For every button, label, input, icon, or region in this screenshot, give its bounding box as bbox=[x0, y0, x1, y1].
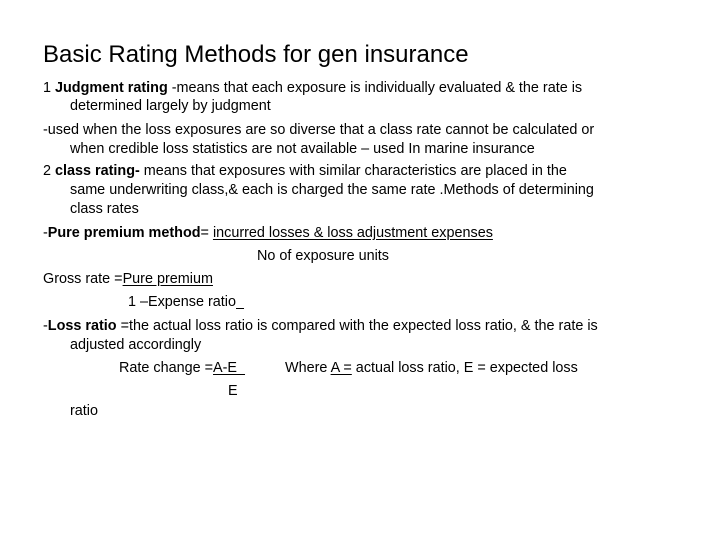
where-rest: actual loss ratio, E = expected loss bbox=[351, 360, 578, 376]
judgment-rating-continuation: determined largely by judgment bbox=[70, 98, 271, 114]
item-number: 1 bbox=[43, 80, 56, 96]
gross-rate-label: Gross rate = bbox=[43, 271, 123, 287]
slide-title: Basic Rating Methods for gen insurance bbox=[43, 41, 469, 68]
loss-ratio-text: =the actual loss ratio is compared with the expected loss ratio, & the rate is bbox=[116, 318, 598, 334]
equals-sign: = bbox=[200, 225, 213, 241]
gross-rate-underline bbox=[236, 294, 244, 310]
class-rating-term: class rating- bbox=[55, 163, 140, 179]
gross-rate-line bbox=[43, 271, 213, 288]
where-prefix: Where bbox=[285, 360, 331, 376]
dash: - bbox=[43, 318, 48, 334]
judgment-rating-text: -means that each exposure is individually evaluated & the rate is bbox=[167, 80, 583, 96]
used-when-continuation: when credible loss statistics are not available – used In marine insurance bbox=[70, 141, 535, 157]
loss-ratio-term: Loss ratio bbox=[47, 318, 117, 334]
used-when-line: -used when the loss exposures are so diverse that a class rate cannot be calculated or bbox=[43, 122, 595, 138]
pure-premium-line bbox=[43, 225, 493, 242]
class-rating-continuation: same underwriting class,& each is charged the same rate .Methods of determining bbox=[70, 182, 594, 198]
pure-premium-numerator: incurred losses & loss adjustment expenses bbox=[212, 225, 493, 241]
gross-rate-denominator bbox=[128, 294, 244, 311]
gross-rate-numerator: Pure premium bbox=[122, 271, 213, 287]
class-rating-text: means that exposures with similar characteristics are placed in the bbox=[139, 163, 567, 179]
judgment-rating-line bbox=[43, 80, 582, 97]
pure-premium-term: Pure premium method bbox=[47, 225, 201, 241]
rate-change-numerator: A-E bbox=[213, 360, 246, 376]
loss-ratio-continuation: adjusted accordingly bbox=[70, 337, 202, 353]
pure-premium-denominator: No of exposure units bbox=[257, 248, 389, 264]
ratio-continuation: ratio bbox=[70, 403, 98, 419]
rate-change-denominator: E bbox=[228, 383, 238, 399]
a-definition: A = bbox=[330, 360, 352, 376]
dash: - bbox=[43, 225, 48, 241]
rate-change-line bbox=[119, 360, 245, 377]
item-number: 2 bbox=[43, 163, 56, 179]
gross-rate-denominator-text: 1 –Expense ratio bbox=[128, 294, 237, 310]
where-definition bbox=[285, 360, 578, 377]
judgment-rating-term: Judgment rating bbox=[55, 80, 168, 96]
class-rating-continuation-2: class rates bbox=[70, 201, 139, 217]
rate-change-label: Rate change = bbox=[119, 360, 214, 376]
class-rating-line bbox=[43, 163, 567, 180]
loss-ratio-line bbox=[43, 318, 598, 335]
